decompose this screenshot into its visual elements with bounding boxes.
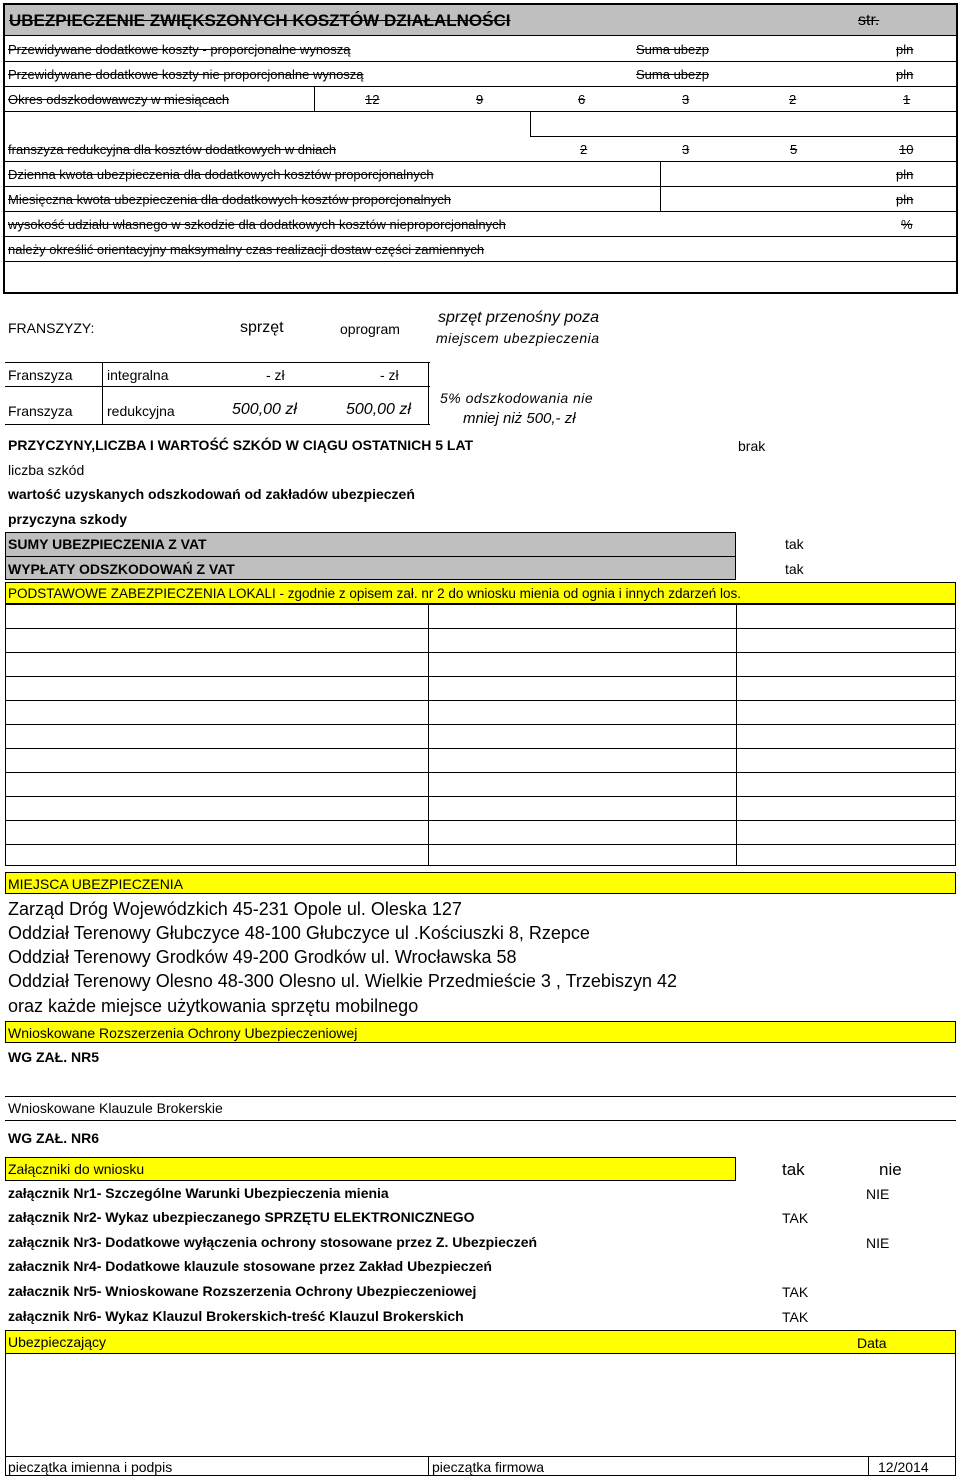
clauses-ref: WG ZAŁ. NR6 (8, 1130, 99, 1146)
attachment-1-label: załącznik Nr1- Szczególne Warunki Ubezpieczenia mienia (8, 1185, 389, 1201)
signature-area (5, 1354, 956, 1476)
attachment-5-yes: TAK (782, 1284, 809, 1300)
claims-title: PRZYCZYNY,LICZBA I WARTOŚĆ SZKÓD W CIĄGU OSTATNICH 5 LAT (8, 437, 474, 453)
integral-franchise-hardware: - zł (266, 367, 285, 383)
attachment-6-label: załącznik Nr6- Wykaz Klauzul Brokerskich-treść Klauzul Brokerskich (8, 1308, 464, 1324)
stamp-name-label: pieczątka imienna i podpis (8, 1459, 173, 1475)
claims-cause-label: przyczyna szkody (8, 511, 128, 527)
payouts-value: tak (785, 561, 804, 577)
locations-title: MIEJSCA UBEZPIECZENIA (8, 876, 184, 892)
col-portable-line1: sprzęt przenośny poza (438, 309, 599, 326)
extensions-title: Wnioskowane Rozszerzenia Ochrony Ubezpieczeniowej (8, 1025, 358, 1041)
proportional-costs-label: Przewidywane dodatkowe koszty - proporcjonalne wynoszą (8, 42, 351, 57)
extensions-ref: WG ZAŁ. NR5 (8, 1049, 99, 1065)
period-value-3: 3 (682, 92, 690, 107)
attachments-title: Załączniki do wniosku (8, 1161, 145, 1177)
attachment-2-yes: TAK (782, 1210, 809, 1226)
franchise-days-10: 10 (899, 142, 914, 157)
location-line-5: oraz każde miejsce użytkowania sprzętu mobilnego (8, 996, 419, 1016)
deductible-franchise-software: 500,00 zł (346, 401, 411, 418)
integral-franchise-software: - zł (380, 367, 399, 383)
sums-value: tak (785, 536, 804, 552)
period-value-12: 12 (365, 92, 380, 107)
stamp-company-label: pieczątka firmowa (432, 1459, 545, 1475)
period-value-1: 1 (903, 92, 911, 107)
deductible-franchise-label: Franszyza (8, 403, 73, 419)
nonproportional-costs-label: Przewidywane dodatkowe koszty nie proporcjonalne wynoszą (8, 67, 364, 82)
attachment-5-label: załacznik Nr5- Wnioskowane Rozszerzenia Ochrony Ubezpieczeniowej (8, 1283, 477, 1299)
portable-franchise-line1: 5% odszkodowania nie (440, 390, 594, 406)
location-line-3: Oddział Terenowy Grodków 49-200 Grodków ul. Wrocławska 58 (8, 947, 517, 967)
location-line-1: Zarząd Dróg Wojewódzkich 45-231 Opole ul. Oleska 127 (8, 899, 462, 919)
nonproportional-costs-sum-label: Suma ubezp (636, 67, 709, 82)
proportional-costs-unit: pln (896, 42, 914, 57)
clauses-title: Wnioskowane Klauzule Brokerskie (8, 1100, 223, 1116)
monthly-amount-label: Miesięczna kwota ubezpieczenia dla dodatkowych kosztów proporcjonalnych (8, 192, 451, 207)
period-value-9: 9 (476, 92, 484, 107)
payouts-label: WYPŁATY ODSZKODOWAŃ Z VAT (8, 561, 235, 577)
attachments-col-yes: tak (782, 1160, 805, 1179)
claims-value-label: wartość uzyskanych odszkodowań od zakładów ubezpieczeń (8, 486, 415, 502)
insured-bar (5, 1330, 956, 1354)
delivery-time-label: należy określić orientacyjny maksymalny czas realizacji dostaw części zamiennych (8, 242, 485, 257)
franchise-days-5: 5 (790, 142, 798, 157)
col-hardware: sprzęt (240, 319, 284, 336)
franchise-days-3: 3 (682, 142, 690, 157)
date-label: Data (857, 1335, 887, 1351)
portable-franchise-line2: mniej niż 500,- zł (463, 410, 576, 427)
integral-franchise-type: integralna (107, 367, 169, 383)
attachment-3-no: NIE (866, 1235, 890, 1251)
period-value-2: 2 (789, 92, 797, 107)
page-number-label: str. (858, 12, 880, 29)
deductible-franchise-hardware: 500,00 zł (232, 401, 297, 418)
security-title: PODSTAWOWE ZABEZPIECZENIA LOKALI - zgodnie z opisem zał. nr 2 do wniosku mienia od ognia i innych zdarzeń los. (8, 586, 742, 601)
attachment-2-label: załącznik Nr2- Wykaz ubezpieczanego SPRZĘTU ELEKTRONICZNEGO (8, 1209, 475, 1225)
form-version: 12/2014 (878, 1459, 929, 1475)
insured-label: Ubezpieczający (8, 1334, 107, 1350)
claims-count-label: liczba szkód (8, 462, 85, 478)
claims-value: brak (738, 438, 766, 454)
col-software: oprogram (340, 321, 400, 337)
daily-amount-label: Dzienna kwota ubezpieczenia dla dodatkowych kosztów proporcjonalnych (8, 167, 434, 182)
attachment-3-label: załącznik Nr3- Dodatkowe wyłączenia ochrony stosowane przez Z. Ubezpieczeń (8, 1234, 538, 1250)
page-title: UBEZPIECZENIE ZWIĘKSZONYCH KOSZTÓW DZIAŁALNOŚCI (9, 11, 511, 30)
security-grid (5, 604, 956, 866)
attachment-1-no: NIE (866, 1186, 890, 1202)
attachments-col-no: nie (879, 1160, 902, 1179)
own-share-label: wysokość udziału własnego w szkodzie dla dodatkowych kosztów nieproporcjonalnych (8, 217, 506, 232)
franchises-header: FRANSZYZY: (8, 320, 95, 336)
daily-amount-unit: pln (896, 167, 914, 182)
deductible-franchise-type: redukcyjna (107, 403, 175, 419)
location-line-2: Oddział Terenowy Głubczyce 48-100 Głubczyce ul .Kościuszki 8, Rzepce (8, 923, 590, 943)
sums-label: SUMY UBEZPIECZENIA Z VAT (8, 536, 207, 552)
indemnity-period-label: Okres odszkodowawczy w miesiącach (8, 92, 230, 107)
nonproportional-costs-unit: pln (896, 67, 914, 82)
own-share-unit: % (901, 217, 913, 232)
attachment-6-yes: TAK (782, 1309, 809, 1325)
franchise-days-label: franszyza redukcyjna dla kosztów dodatkowych w dniach (8, 142, 337, 157)
monthly-amount-unit: pln (896, 192, 914, 207)
franchise-days-2: 2 (580, 142, 588, 157)
attachment-4-label: załacznik Nr4- Dodatkowe klauzule stosowane przez Zakład Ubezpieczeń (8, 1258, 492, 1274)
integral-franchise-label: Franszyza (8, 367, 73, 383)
location-line-4: Oddział Terenowy Olesno 48-300 Olesno ul. Wielkie Przedmieście 3 , Trzebiszyn 42 (8, 971, 677, 991)
proportional-costs-sum-label: Suma ubezp (636, 42, 709, 57)
period-value-6: 6 (578, 92, 586, 107)
col-portable-line2: miejscem ubezpieczenia (436, 330, 600, 346)
